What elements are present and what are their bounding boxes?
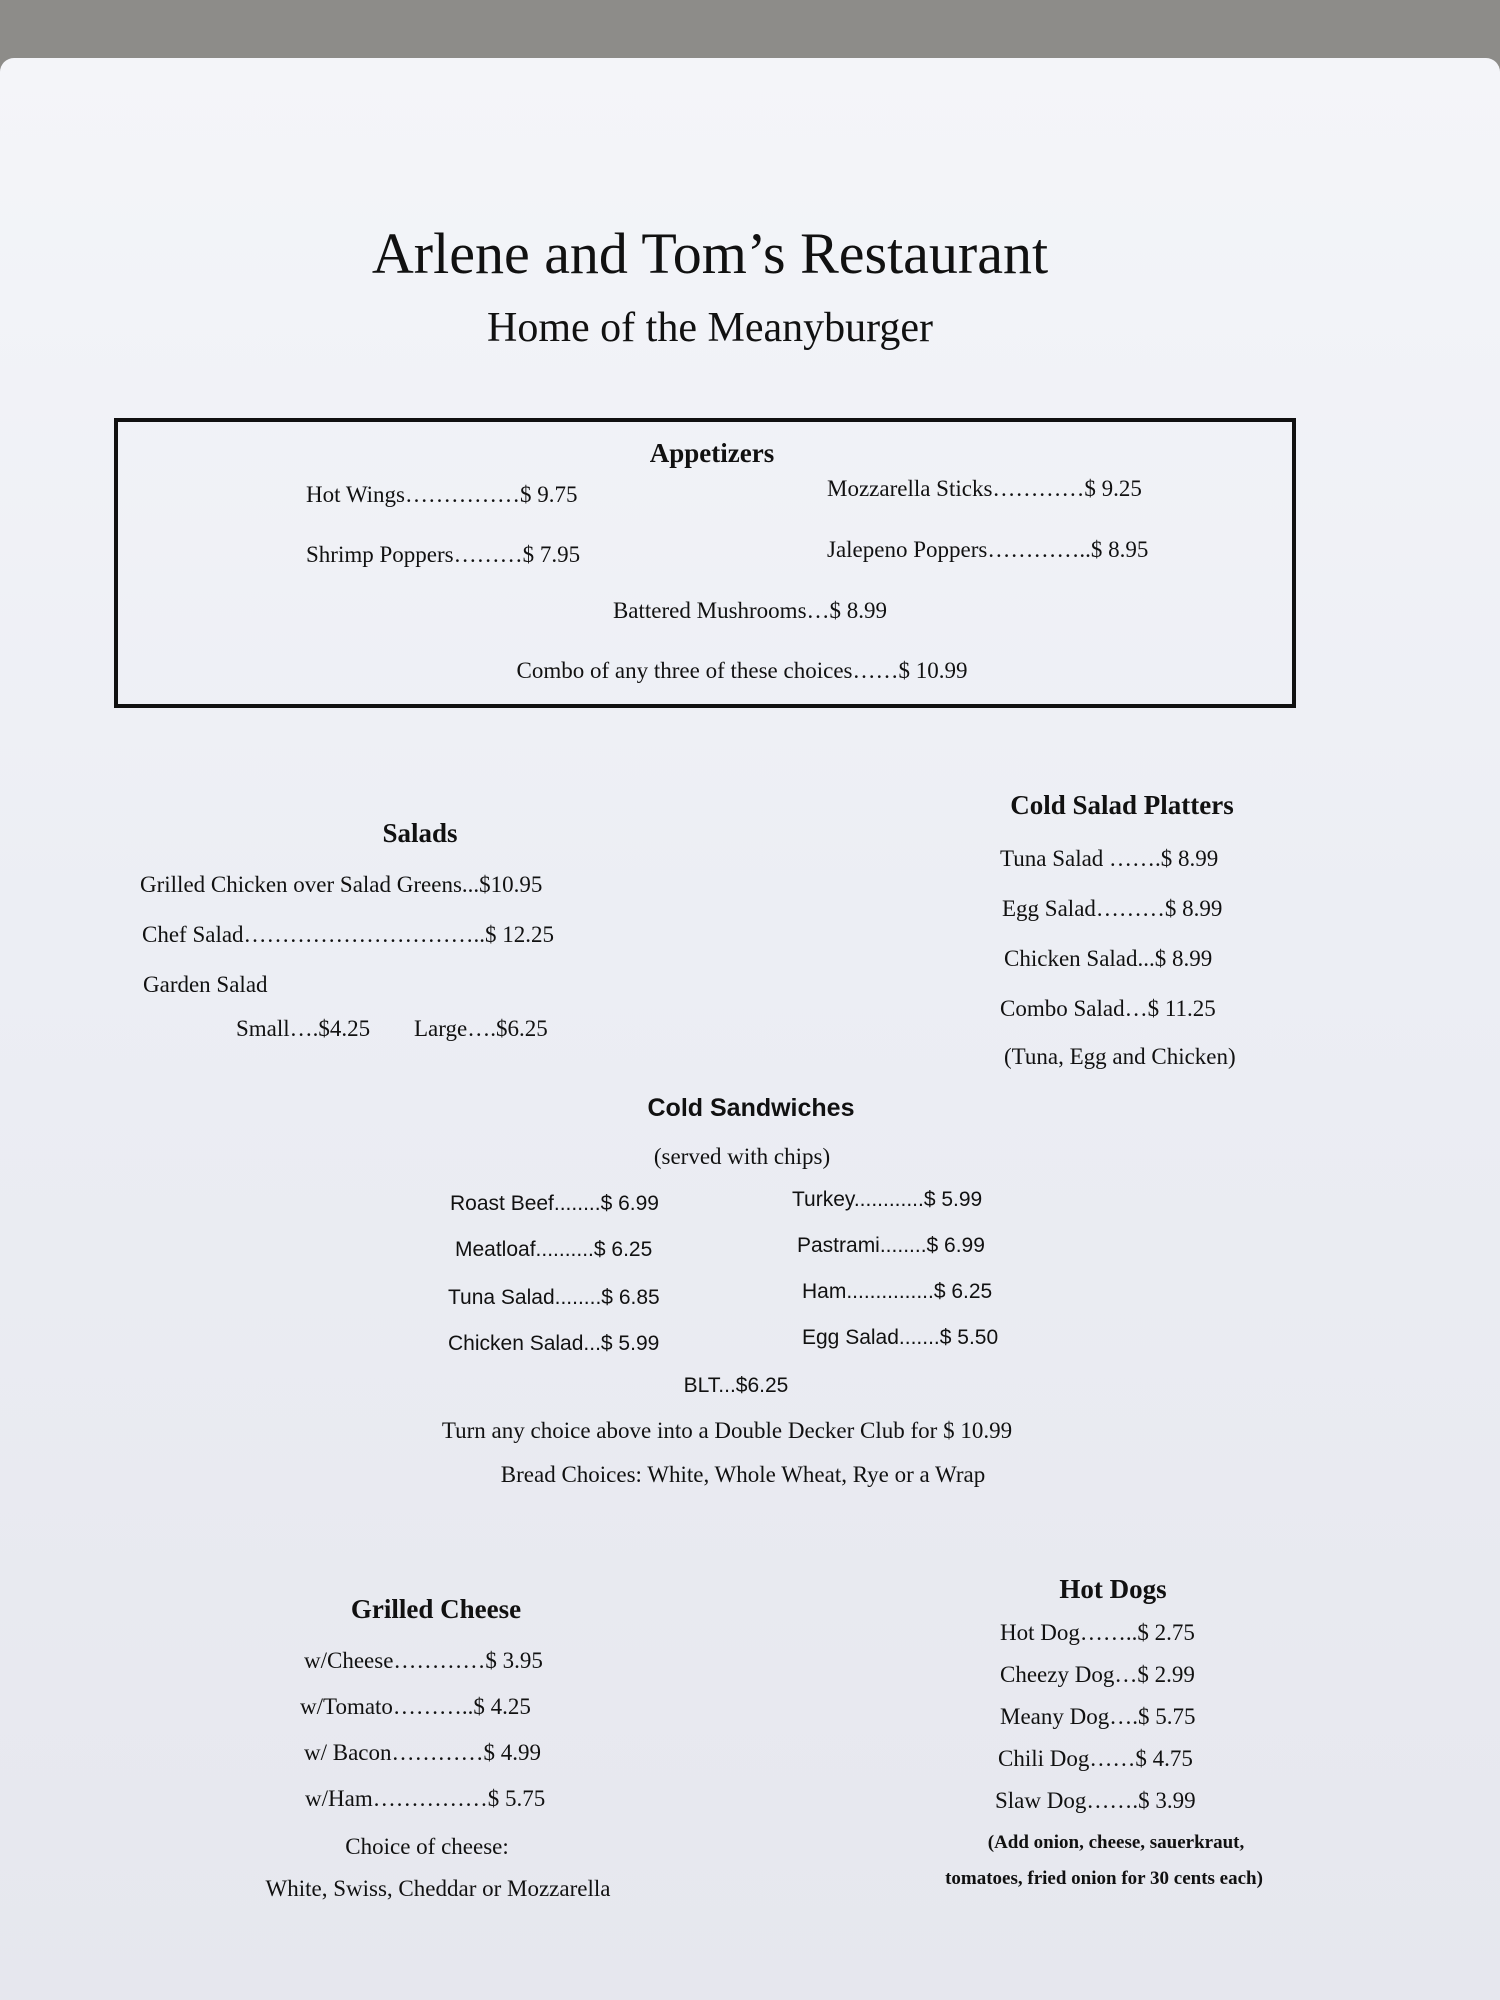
sandwich-item: Ham...............$ 6.25 [802, 1280, 993, 1303]
appetizer-item: Shrimp Poppers………$ 7.95 [306, 542, 581, 567]
sandwich-item: Pastrami........$ 6.99 [797, 1234, 985, 1257]
sandwich-item: Chicken Salad...$ 5.99 [448, 1332, 660, 1355]
sandwich-item: Egg Salad.......$ 5.50 [802, 1326, 999, 1349]
grilled-cheese-heading: Grilled Cheese [350, 1594, 522, 1624]
cold-sandwiches-subheading: (served with chips) [653, 1144, 831, 1169]
hot-dog-item: Cheezy Dog…$ 2.99 [1000, 1662, 1195, 1687]
sandwich-item: Meatloaf..........$ 6.25 [455, 1238, 653, 1261]
hot-dog-item: Hot Dog……..$ 2.75 [1000, 1620, 1195, 1645]
hot-dogs-heading: Hot Dogs [1059, 1574, 1167, 1604]
appetizer-item: Mozzarella Sticks…………$ 9.25 [827, 476, 1142, 501]
bread-note: Bread Choices: White, Whole Wheat, Rye or a Wrap [500, 1462, 986, 1487]
appetizer-item: Battered Mushrooms…$ 8.99 [612, 598, 888, 623]
sandwich-item: Tuna Salad........$ 6.85 [448, 1286, 660, 1309]
garden-salad-large: Large….$6.25 [414, 1016, 548, 1041]
restaurant-subtitle: Home of the Meanyburger [487, 305, 933, 351]
sandwich-item: Turkey............$ 5.99 [792, 1188, 983, 1211]
salads-heading: Salads [382, 818, 458, 848]
platter-item: Combo Salad…$ 11.25 [1000, 996, 1216, 1021]
platter-item: Egg Salad………$ 8.99 [1002, 896, 1223, 921]
platter-note: (Tuna, Egg and Chicken) [1004, 1044, 1236, 1069]
menu-page [0, 58, 1500, 2000]
restaurant-title: Arlene and Tom’s Restaurant [371, 221, 1049, 286]
sandwich-item: Roast Beef........$ 6.99 [450, 1192, 659, 1215]
appetizer-combo: Combo of any three of these choices……$ 10.99 [516, 658, 968, 683]
grilled-cheese-item: w/Tomato………..$ 4.25 [300, 1694, 531, 1719]
sandwich-blt: BLT...$6.25 [683, 1374, 789, 1397]
appetizer-item: Hot Wings……………$ 9.75 [306, 482, 578, 507]
cold-salad-platters-heading: Cold Salad Platters [1010, 790, 1234, 820]
grilled-cheese-item: w/Ham……………$ 5.75 [305, 1786, 546, 1811]
salad-item: Grilled Chicken over Salad Greens...$10.95 [140, 872, 543, 897]
hot-dog-note: tomatoes, fried onion for 30 cents each) [945, 1868, 1263, 1889]
grilled-cheese-item: w/Cheese…………$ 3.95 [304, 1648, 543, 1673]
salad-item: Chef Salad…………………………..$ 12.25 [142, 922, 555, 947]
hot-dog-item: Meany Dog….$ 5.75 [1000, 1704, 1196, 1729]
cold-sandwiches-heading: Cold Sandwiches [647, 1094, 855, 1122]
grilled-cheese-item: w/ Bacon…………$ 4.99 [304, 1740, 542, 1765]
hot-dog-item: Chili Dog……$ 4.75 [998, 1746, 1193, 1771]
salad-item: Garden Salad [143, 972, 268, 997]
club-note: Turn any choice above into a Double Decker Club for $ 10.99 [441, 1418, 1013, 1443]
hot-dog-item: Slaw Dog…….$ 3.99 [995, 1788, 1196, 1813]
platter-item: Chicken Salad...$ 8.99 [1004, 946, 1213, 971]
cheese-choice-options: White, Swiss, Cheddar or Mozzarella [265, 1876, 611, 1901]
cheese-choice-label: Choice of cheese: [345, 1834, 509, 1859]
appetizer-item: Jalepeno Poppers…………..$ 8.95 [827, 537, 1149, 562]
garden-salad-small: Small….$4.25 [236, 1016, 371, 1041]
hot-dog-note: (Add onion, cheese, sauerkraut, [987, 1832, 1245, 1853]
platter-item: Tuna Salad …….$ 8.99 [1000, 846, 1219, 871]
appetizers-heading: Appetizers [649, 438, 775, 468]
